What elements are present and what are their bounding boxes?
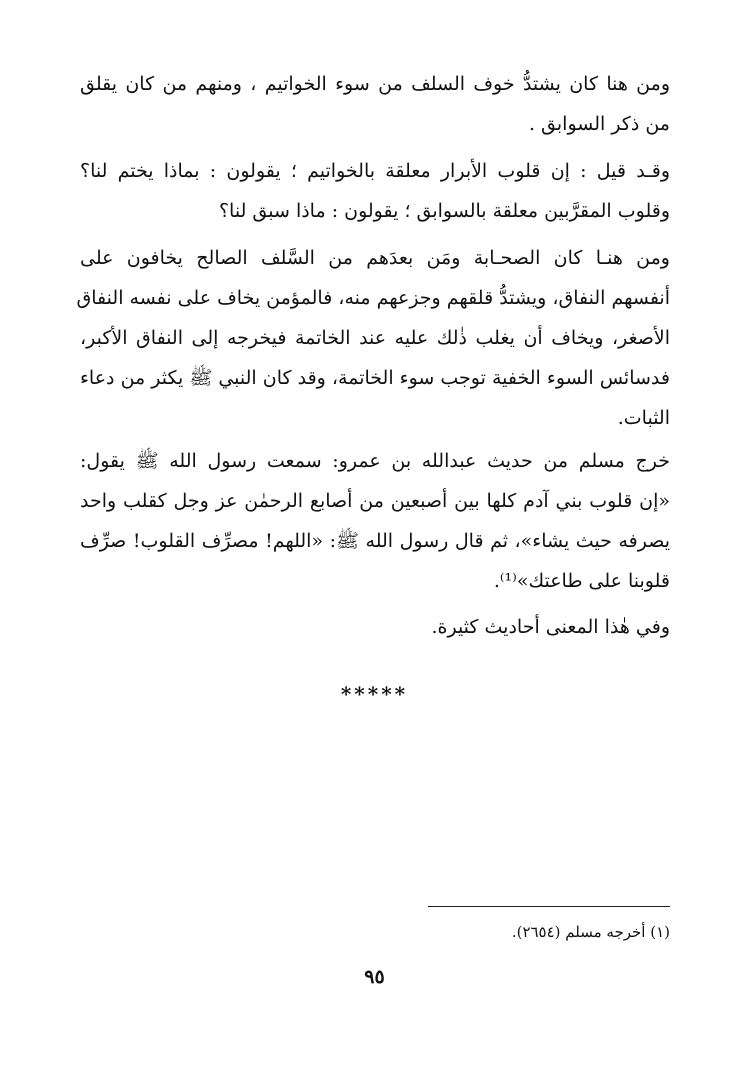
text-line: الأصغر، ويخاف أن يغلب ذٰلك عليه عند الخاتمة فيخرجه إلى النفاق الأكبر، xyxy=(80,327,670,349)
paragraph-3 xyxy=(76,238,670,438)
text-line: الثبات. xyxy=(617,407,670,429)
footnote-divider xyxy=(428,906,670,907)
text-line: قلوبنا على طاعتك»⁽¹⁾. xyxy=(493,570,670,592)
text-line: يصرفه حيث يشاء»، ثم قال رسول الله ﷺ: «اللهم! مصرِّف القلوب! صرِّف xyxy=(80,530,670,552)
text-line: وقـد قيل : إن قلوب الأبرار معلقة بالخواتيم ؛ يقولون : بماذا يختم لنا؟ xyxy=(80,160,670,182)
paragraph-5 xyxy=(80,607,670,647)
section-separator: ***** xyxy=(340,682,409,706)
text-line: فدسائس السوء الخفية توجب سوء الخاتمة، وقد كان النبي ﷺ يكثر من دعاء xyxy=(80,367,670,389)
text-line: وقلوب المقرَّبين معلقة بالسوابق ؛ يقولون : ماذا سبق لنا؟ xyxy=(218,200,670,222)
text-line: ومن هنـا كان الصحـابة ومَن بعدَهم من السَّلف الصالح يخافون على xyxy=(80,247,670,269)
paragraph-1 xyxy=(80,64,670,144)
text-line: خرج مسلم من حديث عبدالله بن عمرو: سمعت رسول الله ﷺ يقول: xyxy=(80,450,670,472)
text-line: من ذكر السوابق . xyxy=(528,113,670,135)
paragraph-4 xyxy=(80,441,670,601)
footnote: (١) أخرجه مسلم (٢٦٥٤). xyxy=(511,923,670,941)
page-number: ٩٥ xyxy=(364,966,385,988)
text-line: «إن قلوب بني آدم كلها بين أصبعين من أصابع الرحمٰن عز وجل كقلب واحد xyxy=(80,490,670,512)
text-line: أنفسهم النفاق، ويشتدُّ قلقهم وجزعهم منه، فالمؤمن يخاف على نفسه النفاق xyxy=(76,287,670,309)
text-line: وفي هٰذا المعنى أحاديث كثيرة. xyxy=(431,616,670,638)
paragraph-2 xyxy=(80,151,670,231)
text-line: ومن هنا كان يشتدُّ خوف السلف من سوء الخواتيم ، ومنهم من كان يقلق xyxy=(80,73,670,95)
